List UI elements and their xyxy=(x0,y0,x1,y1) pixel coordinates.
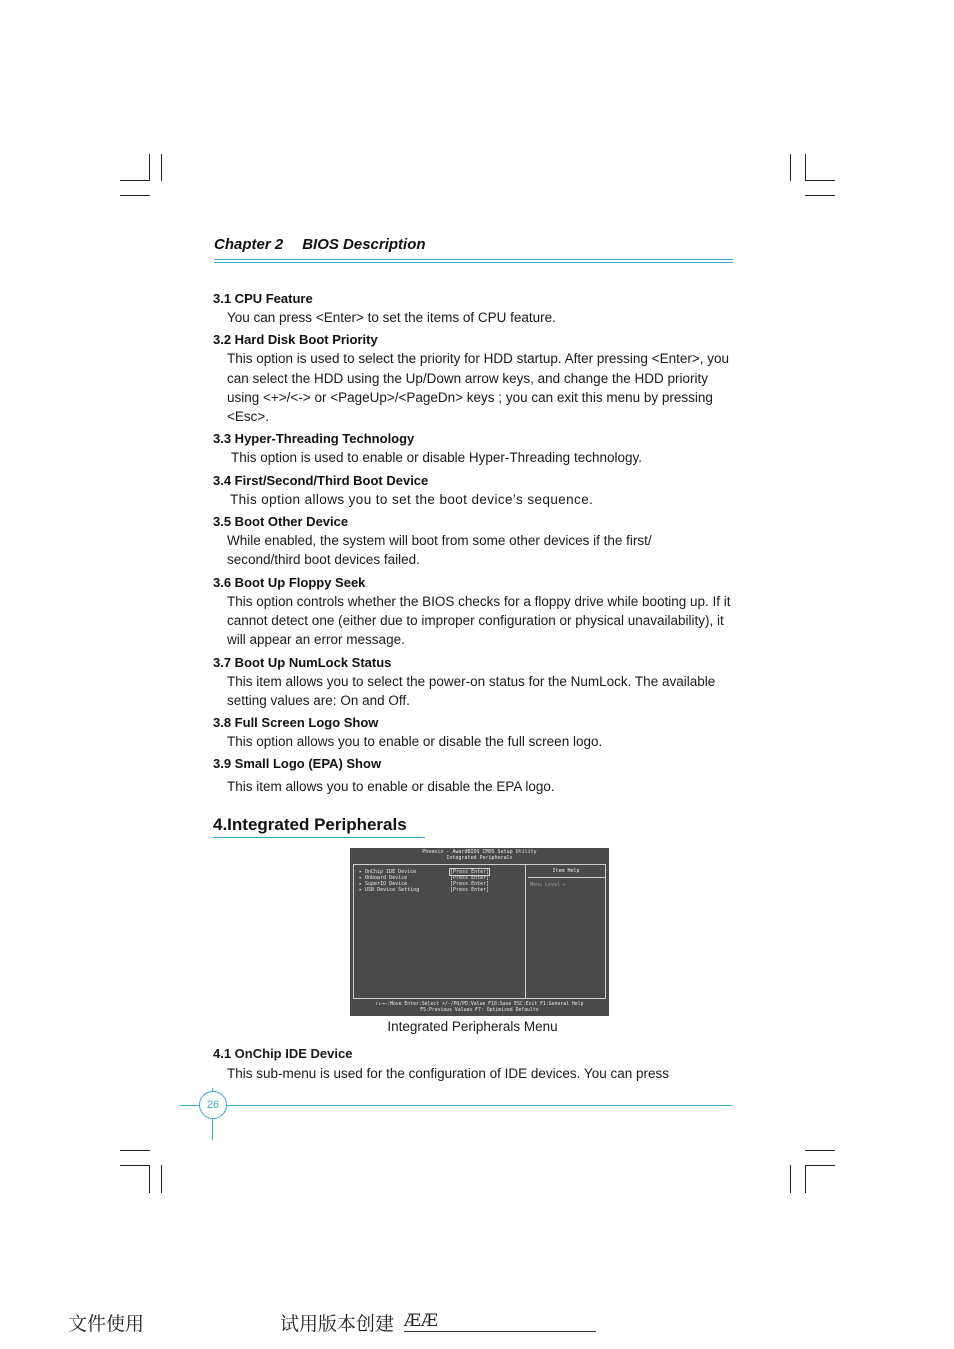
crop-mark xyxy=(805,180,835,181)
chapter-heading: 4.Integrated Peripherals xyxy=(213,815,407,834)
crop-mark xyxy=(161,1165,162,1193)
crop-mark xyxy=(805,195,835,196)
header-rule xyxy=(214,262,733,263)
crop-mark xyxy=(120,1150,150,1151)
bios-menu-item: ▸ Onboard Device xyxy=(359,875,408,881)
subsection-title: 4.1 OnChip IDE Device xyxy=(213,1046,353,1061)
section-body: This option allows you to set the boot device’s sequence. xyxy=(230,491,594,507)
section-title: 3.7 Boot Up NumLock Status xyxy=(213,654,392,670)
section-body: This option is used to select the priority for HDD startup. After pressing <Enter>, you can select the HDD using the Up/Down arrow keys, and change the HDD priority using <+>/<-> or <PageUp>/<PageDn> keys ; you can exit this menu by pressing <Esc>. xyxy=(227,351,729,425)
section-title: 3.1 CPU Feature xyxy=(213,291,313,306)
crop-mark xyxy=(161,154,162,181)
section-body: This item allows you to enable or disable the EPA logo. xyxy=(227,779,555,795)
crop-mark xyxy=(120,195,150,196)
bios-title: Phoenix - AwardBIOS CMOS Setup Utility xyxy=(422,849,537,855)
page-header xyxy=(214,236,426,253)
bios-menu-item: ▸ OnChip IDE Device xyxy=(359,869,417,875)
section-body: This option is used to enable or disable Hyper-Threading technology. xyxy=(231,450,642,466)
watermark-tag: ÆÆ xyxy=(404,1311,439,1331)
bios-menu-value: [Press Enter] xyxy=(450,869,490,875)
section-title: 3.5 Boot Other Device xyxy=(213,514,349,530)
subsection-body: This sub-menu is used for the configuration of IDE devices. You can press xyxy=(227,1066,669,1081)
bios-menu-value: [Press Enter] xyxy=(450,881,490,887)
section-body: This option allows you to enable or disable the full screen logo. xyxy=(227,734,603,750)
bios-help-header: Item Help xyxy=(552,868,580,874)
crop-mark xyxy=(149,1165,150,1193)
section-body: You can press <Enter> to set the items of CPU feature. xyxy=(227,310,556,325)
crop-mark xyxy=(805,1165,806,1193)
bios-menu-value: [Press Enter] xyxy=(450,887,490,893)
figure-caption: Integrated Peripherals Menu xyxy=(387,1019,558,1034)
heading-underline xyxy=(213,837,425,838)
crop-mark xyxy=(805,1165,835,1166)
crop-mark xyxy=(790,154,791,181)
crop-mark xyxy=(149,154,150,181)
crop-mark xyxy=(120,1165,150,1166)
bios-menu-level: Menu Level ▸ xyxy=(530,882,567,888)
watermark-underline xyxy=(404,1331,596,1332)
section-body: While enabled, the system will boot from some other devices if the first/ second/third boot devices failed. xyxy=(227,533,652,568)
footer-rule xyxy=(180,1105,732,1106)
section-title: 3.8 Full Screen Logo Show xyxy=(213,715,379,731)
page-number: 26 xyxy=(199,1091,227,1119)
bios-footer: F5:Previous Values F7: Optimized Defaults xyxy=(420,1008,539,1013)
crop-mark xyxy=(805,154,806,181)
bios-footer: ↑↓→←:Move Enter:Select +/-/PU/PD:Value F10:Save ESC:Exit F1:General Help xyxy=(375,1002,584,1007)
crop-mark xyxy=(805,1150,835,1151)
crop-mark xyxy=(120,180,150,181)
header-rule xyxy=(214,259,733,260)
watermark-right: 试用版本创建 xyxy=(280,1313,395,1335)
watermark-left: 文件使用 xyxy=(68,1313,145,1335)
section-body: This option controls whether the BIOS checks for a floppy drive while booting up. If it cannot detect one (either due to improper configuration or physical unavailability), it will appear an error message. xyxy=(227,593,731,648)
bios-menu-item: ▸ USB Device Setting xyxy=(359,887,420,893)
section-title: 3.3 Hyper-Threading Technology xyxy=(213,431,415,447)
bios-screenshot xyxy=(350,848,609,1016)
bios-subtitle: Integrated Peripherals xyxy=(446,855,513,861)
section-title: 3.2 Hard Disk Boot Priority xyxy=(213,332,378,348)
bios-help-rule xyxy=(528,877,605,878)
section-title: 3.9 Small Logo (EPA) Show xyxy=(213,756,382,772)
crop-mark xyxy=(790,1165,791,1193)
section-body: This item allows you to select the power-on status for the NumLock. The available setting values are: On and Off. xyxy=(227,673,716,708)
bios-menu-item: ▸ SuperIO Device xyxy=(359,881,408,887)
section-title: 3.4 First/Second/Third Boot Device xyxy=(213,472,429,488)
section-title: 3.6 Boot Up Floppy Seek xyxy=(213,574,366,590)
bios-menu-value: [Press Enter] xyxy=(450,875,490,881)
chapter-title: BIOS Description xyxy=(302,236,426,253)
chapter-label: Chapter 2 xyxy=(214,236,284,253)
bios-divider xyxy=(525,864,526,999)
section-list xyxy=(213,290,735,801)
